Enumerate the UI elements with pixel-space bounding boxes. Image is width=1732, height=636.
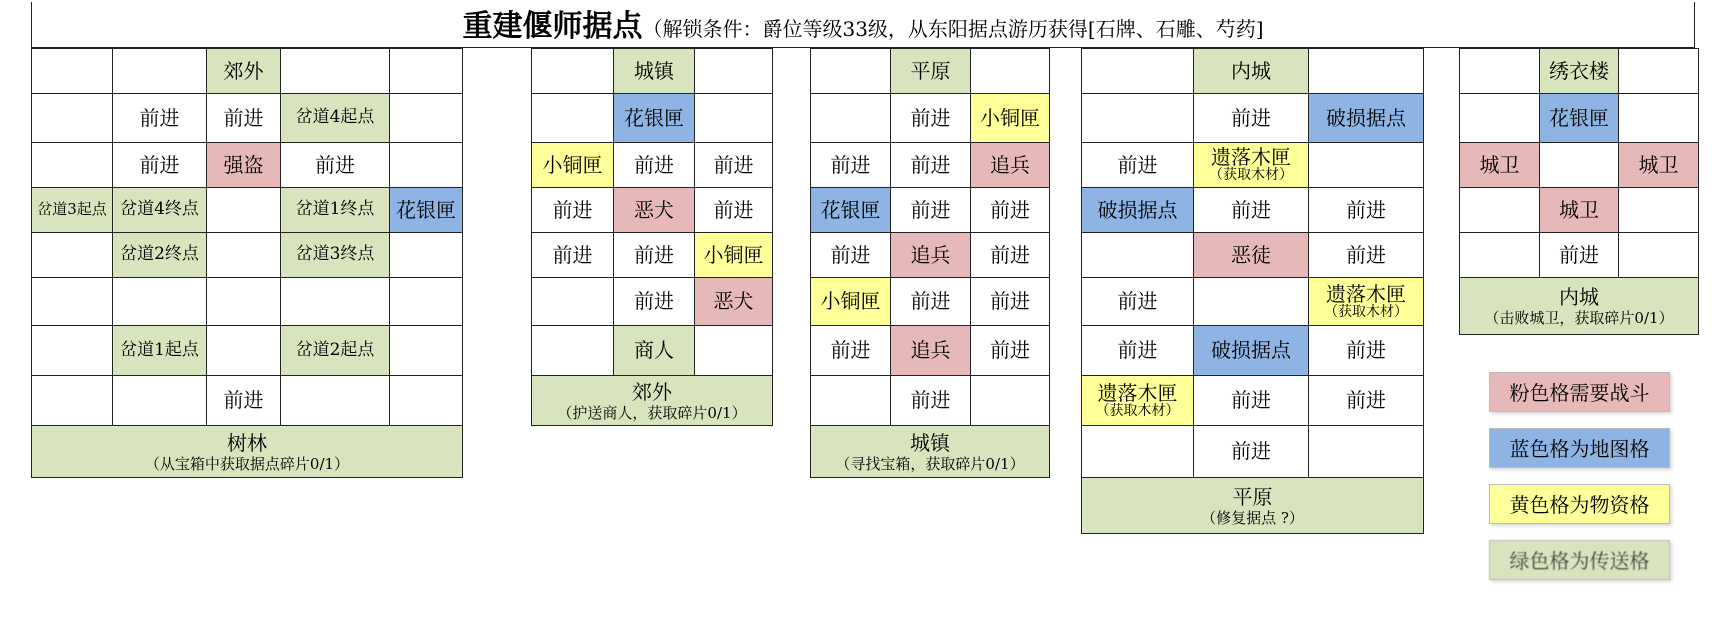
city-guard-cell: 城卫 bbox=[1540, 188, 1619, 233]
advance-cell: 前进 bbox=[532, 233, 614, 278]
legend-fight: 粉色格需要战斗 bbox=[1489, 372, 1670, 412]
grid-area-task: （击败城卫，获取碎片0/1） bbox=[1484, 309, 1674, 327]
empty-cell bbox=[1460, 188, 1540, 233]
damaged-outpost-cell: 破损据点 bbox=[1309, 94, 1424, 143]
legend-supply: 黄色格为物资格 bbox=[1489, 484, 1670, 524]
cell-label: 遗落木匣 bbox=[1211, 145, 1291, 170]
image-corruption-overlay bbox=[1170, 555, 1290, 579]
advance-cell: 前进 bbox=[1082, 326, 1194, 376]
advance-cell: 前进 bbox=[971, 188, 1050, 233]
empty-cell bbox=[390, 278, 463, 326]
empty-cell bbox=[32, 326, 113, 376]
page-title-bar bbox=[31, 2, 1695, 48]
grid-pingyuan bbox=[1081, 48, 1424, 534]
empty-cell bbox=[1082, 426, 1194, 478]
grid-chengzhen bbox=[810, 48, 1050, 478]
empty-cell bbox=[113, 376, 207, 426]
empty-cell bbox=[1619, 49, 1699, 94]
advance-cell: 前进 bbox=[811, 326, 891, 376]
advance-cell: 前进 bbox=[971, 233, 1050, 278]
copper-box-cell: 小铜匣 bbox=[532, 143, 614, 188]
empty-cell bbox=[390, 143, 463, 188]
grid-area-task: （寻找宝箱，获取碎片0/1） bbox=[835, 454, 1025, 473]
empty-cell bbox=[1082, 233, 1194, 278]
empty-cell bbox=[207, 188, 281, 233]
grid-area-task: （从宝箱中获取据点碎片0/1） bbox=[144, 454, 350, 473]
advance-cell: 前进 bbox=[113, 143, 207, 188]
empty-cell bbox=[1309, 426, 1424, 478]
page-title: 重建偃师据点 bbox=[462, 9, 643, 44]
lost-wood-box-cell bbox=[1082, 376, 1194, 426]
empty-cell bbox=[971, 376, 1050, 426]
merchant-cell: 商人 bbox=[614, 326, 695, 376]
empty-cell bbox=[32, 278, 113, 326]
empty-cell bbox=[532, 278, 614, 326]
advance-cell: 前进 bbox=[1309, 326, 1424, 376]
empty-cell bbox=[695, 49, 773, 94]
advance-cell: 前进 bbox=[532, 188, 614, 233]
empty-cell bbox=[32, 49, 113, 94]
empty-cell bbox=[207, 278, 281, 326]
advance-cell: 前进 bbox=[1309, 188, 1424, 233]
advance-cell: 前进 bbox=[891, 143, 971, 188]
advance-cell: 前进 bbox=[614, 233, 695, 278]
copper-box-cell: 小铜匣 bbox=[971, 94, 1050, 143]
cell-note: （获取木材） bbox=[1209, 167, 1293, 184]
silver-box-cell: 花银匣 bbox=[390, 188, 463, 233]
copper-box-cell: 小铜匣 bbox=[811, 278, 891, 326]
empty-cell bbox=[811, 94, 891, 143]
city-guard-cell: 城卫 bbox=[1460, 143, 1540, 188]
empty-cell bbox=[32, 233, 113, 278]
advance-cell: 前进 bbox=[614, 278, 695, 326]
fierce-dog-cell: 恶犬 bbox=[695, 278, 773, 326]
branch-point-cell: 岔道2起点 bbox=[281, 326, 390, 376]
advance-cell: 前进 bbox=[891, 94, 971, 143]
empty-cell bbox=[1619, 188, 1699, 233]
branch-point-cell: 岔道3终点 bbox=[281, 233, 390, 278]
empty-cell bbox=[1082, 49, 1194, 94]
grid-area-name: 城镇 bbox=[910, 430, 950, 455]
bandit-cell: 强盗 bbox=[207, 143, 281, 188]
empty-cell bbox=[1460, 233, 1540, 278]
advance-cell: 前进 bbox=[1194, 188, 1309, 233]
empty-cell bbox=[207, 326, 281, 376]
empty-cell bbox=[32, 376, 113, 426]
advance-cell: 前进 bbox=[695, 188, 773, 233]
empty-cell bbox=[113, 49, 207, 94]
silver-box-cell: 花银匣 bbox=[614, 94, 695, 143]
empty-cell bbox=[811, 49, 891, 94]
copper-box-cell: 小铜匣 bbox=[695, 233, 773, 278]
grid-header-destination: 郊外 bbox=[207, 49, 281, 94]
pursuer-cell: 追兵 bbox=[891, 326, 971, 376]
empty-cell bbox=[281, 49, 390, 94]
empty-cell bbox=[811, 376, 891, 426]
empty-cell bbox=[1309, 49, 1424, 94]
empty-cell bbox=[1460, 49, 1540, 94]
advance-cell: 前进 bbox=[1082, 278, 1194, 326]
empty-cell bbox=[1619, 94, 1699, 143]
grid-footer bbox=[1460, 278, 1699, 335]
empty-cell bbox=[1082, 94, 1194, 143]
empty-cell bbox=[1460, 94, 1540, 143]
grid-area-name: 树林 bbox=[227, 430, 267, 455]
advance-cell: 前进 bbox=[891, 376, 971, 426]
empty-cell bbox=[113, 278, 207, 326]
branch-point-cell: 岔道1终点 bbox=[281, 188, 390, 233]
damaged-outpost-cell: 破损据点 bbox=[1082, 188, 1194, 233]
advance-cell: 前进 bbox=[207, 376, 281, 426]
empty-cell bbox=[390, 233, 463, 278]
advance-cell: 前进 bbox=[1540, 233, 1619, 278]
empty-cell bbox=[695, 94, 773, 143]
grid-area-name: 内城 bbox=[1559, 285, 1599, 309]
advance-cell: 前进 bbox=[1082, 143, 1194, 188]
fierce-dog-cell: 恶犬 bbox=[614, 188, 695, 233]
pursuer-cell: 追兵 bbox=[891, 233, 971, 278]
advance-cell: 前进 bbox=[971, 278, 1050, 326]
grid-header-destination: 城镇 bbox=[614, 49, 695, 94]
pursuer-cell: 追兵 bbox=[971, 143, 1050, 188]
legend-teleport: 绿色格为传送格 bbox=[1489, 540, 1670, 580]
unlock-condition: （解锁条件：爵位等级33级，从东阳据点游历获得[石牌、石雕、芍药] bbox=[642, 17, 1264, 41]
empty-cell bbox=[207, 233, 281, 278]
grid-jiaowai bbox=[531, 48, 773, 426]
grid-area-task: （修复据点 ?） bbox=[1201, 508, 1304, 527]
advance-cell: 前进 bbox=[614, 143, 695, 188]
empty-cell bbox=[532, 49, 614, 94]
cell-label: 遗落木匣 bbox=[1097, 380, 1178, 405]
advance-cell: 前进 bbox=[1194, 94, 1309, 143]
advance-cell: 前进 bbox=[891, 188, 971, 233]
empty-cell bbox=[390, 326, 463, 376]
empty-cell bbox=[390, 376, 463, 426]
advance-cell: 前进 bbox=[695, 143, 773, 188]
empty-cell bbox=[32, 94, 113, 143]
grid-area-name: 郊外 bbox=[632, 379, 672, 404]
grid-footer bbox=[32, 426, 463, 478]
advance-cell: 前进 bbox=[1194, 376, 1309, 426]
lost-wood-box-cell bbox=[1194, 143, 1309, 188]
grid-footer bbox=[811, 426, 1050, 478]
grid-header-destination: 内城 bbox=[1194, 49, 1309, 94]
empty-cell bbox=[1540, 143, 1619, 188]
advance-cell: 前进 bbox=[1194, 426, 1309, 478]
damaged-outpost-cell: 破损据点 bbox=[1194, 326, 1309, 376]
advance-cell: 前进 bbox=[207, 94, 281, 143]
thug-cell: 恶徒 bbox=[1194, 233, 1309, 278]
grid-area-name: 平原 bbox=[1232, 484, 1273, 509]
empty-cell bbox=[390, 49, 463, 94]
grid-header-destination: 平原 bbox=[891, 49, 971, 94]
grid-area-task: （护送商人，获取碎片0/1） bbox=[557, 403, 747, 422]
empty-cell bbox=[281, 376, 390, 426]
grid-footer bbox=[1082, 478, 1424, 534]
branch-point-cell: 岔道1起点 bbox=[113, 326, 207, 376]
branch-point-cell: 岔道2终点 bbox=[113, 233, 207, 278]
silver-box-cell: 花银匣 bbox=[811, 188, 891, 233]
city-guard-cell: 城卫 bbox=[1619, 143, 1699, 188]
advance-cell: 前进 bbox=[281, 143, 390, 188]
empty-cell bbox=[695, 326, 773, 376]
grid-neicheng bbox=[1459, 48, 1699, 335]
empty-cell bbox=[1309, 143, 1424, 188]
advance-cell: 前进 bbox=[971, 326, 1050, 376]
advance-cell: 前进 bbox=[1309, 233, 1424, 278]
empty-cell bbox=[1194, 278, 1309, 326]
advance-cell: 前进 bbox=[891, 278, 971, 326]
empty-cell bbox=[971, 49, 1050, 94]
legend-map: 蓝色格为地图格 bbox=[1489, 428, 1670, 468]
empty-cell bbox=[390, 94, 463, 143]
grid-header-destination: 绣衣楼 bbox=[1540, 49, 1619, 94]
advance-cell: 前进 bbox=[811, 143, 891, 188]
empty-cell bbox=[1619, 233, 1699, 278]
empty-cell bbox=[281, 278, 390, 326]
silver-box-cell: 花银匣 bbox=[1540, 94, 1619, 143]
advance-cell: 前进 bbox=[113, 94, 207, 143]
grid-shulin bbox=[31, 48, 463, 478]
lost-wood-box-cell bbox=[1309, 278, 1424, 326]
empty-cell bbox=[532, 94, 614, 143]
grid-footer bbox=[532, 376, 773, 426]
empty-cell bbox=[532, 326, 614, 376]
cell-label: 遗落木匣 bbox=[1326, 281, 1406, 306]
branch-point-cell: 岔道4起点 bbox=[281, 94, 390, 143]
advance-cell: 前进 bbox=[811, 233, 891, 278]
cell-note: （获取木材） bbox=[1095, 402, 1180, 419]
branch-point-cell: 岔道4终点 bbox=[113, 188, 207, 233]
cell-note: （获取木材） bbox=[1324, 303, 1408, 320]
advance-cell: 前进 bbox=[1309, 376, 1424, 426]
branch-point-cell: 岔道3起点 bbox=[32, 188, 113, 233]
empty-cell bbox=[32, 143, 113, 188]
